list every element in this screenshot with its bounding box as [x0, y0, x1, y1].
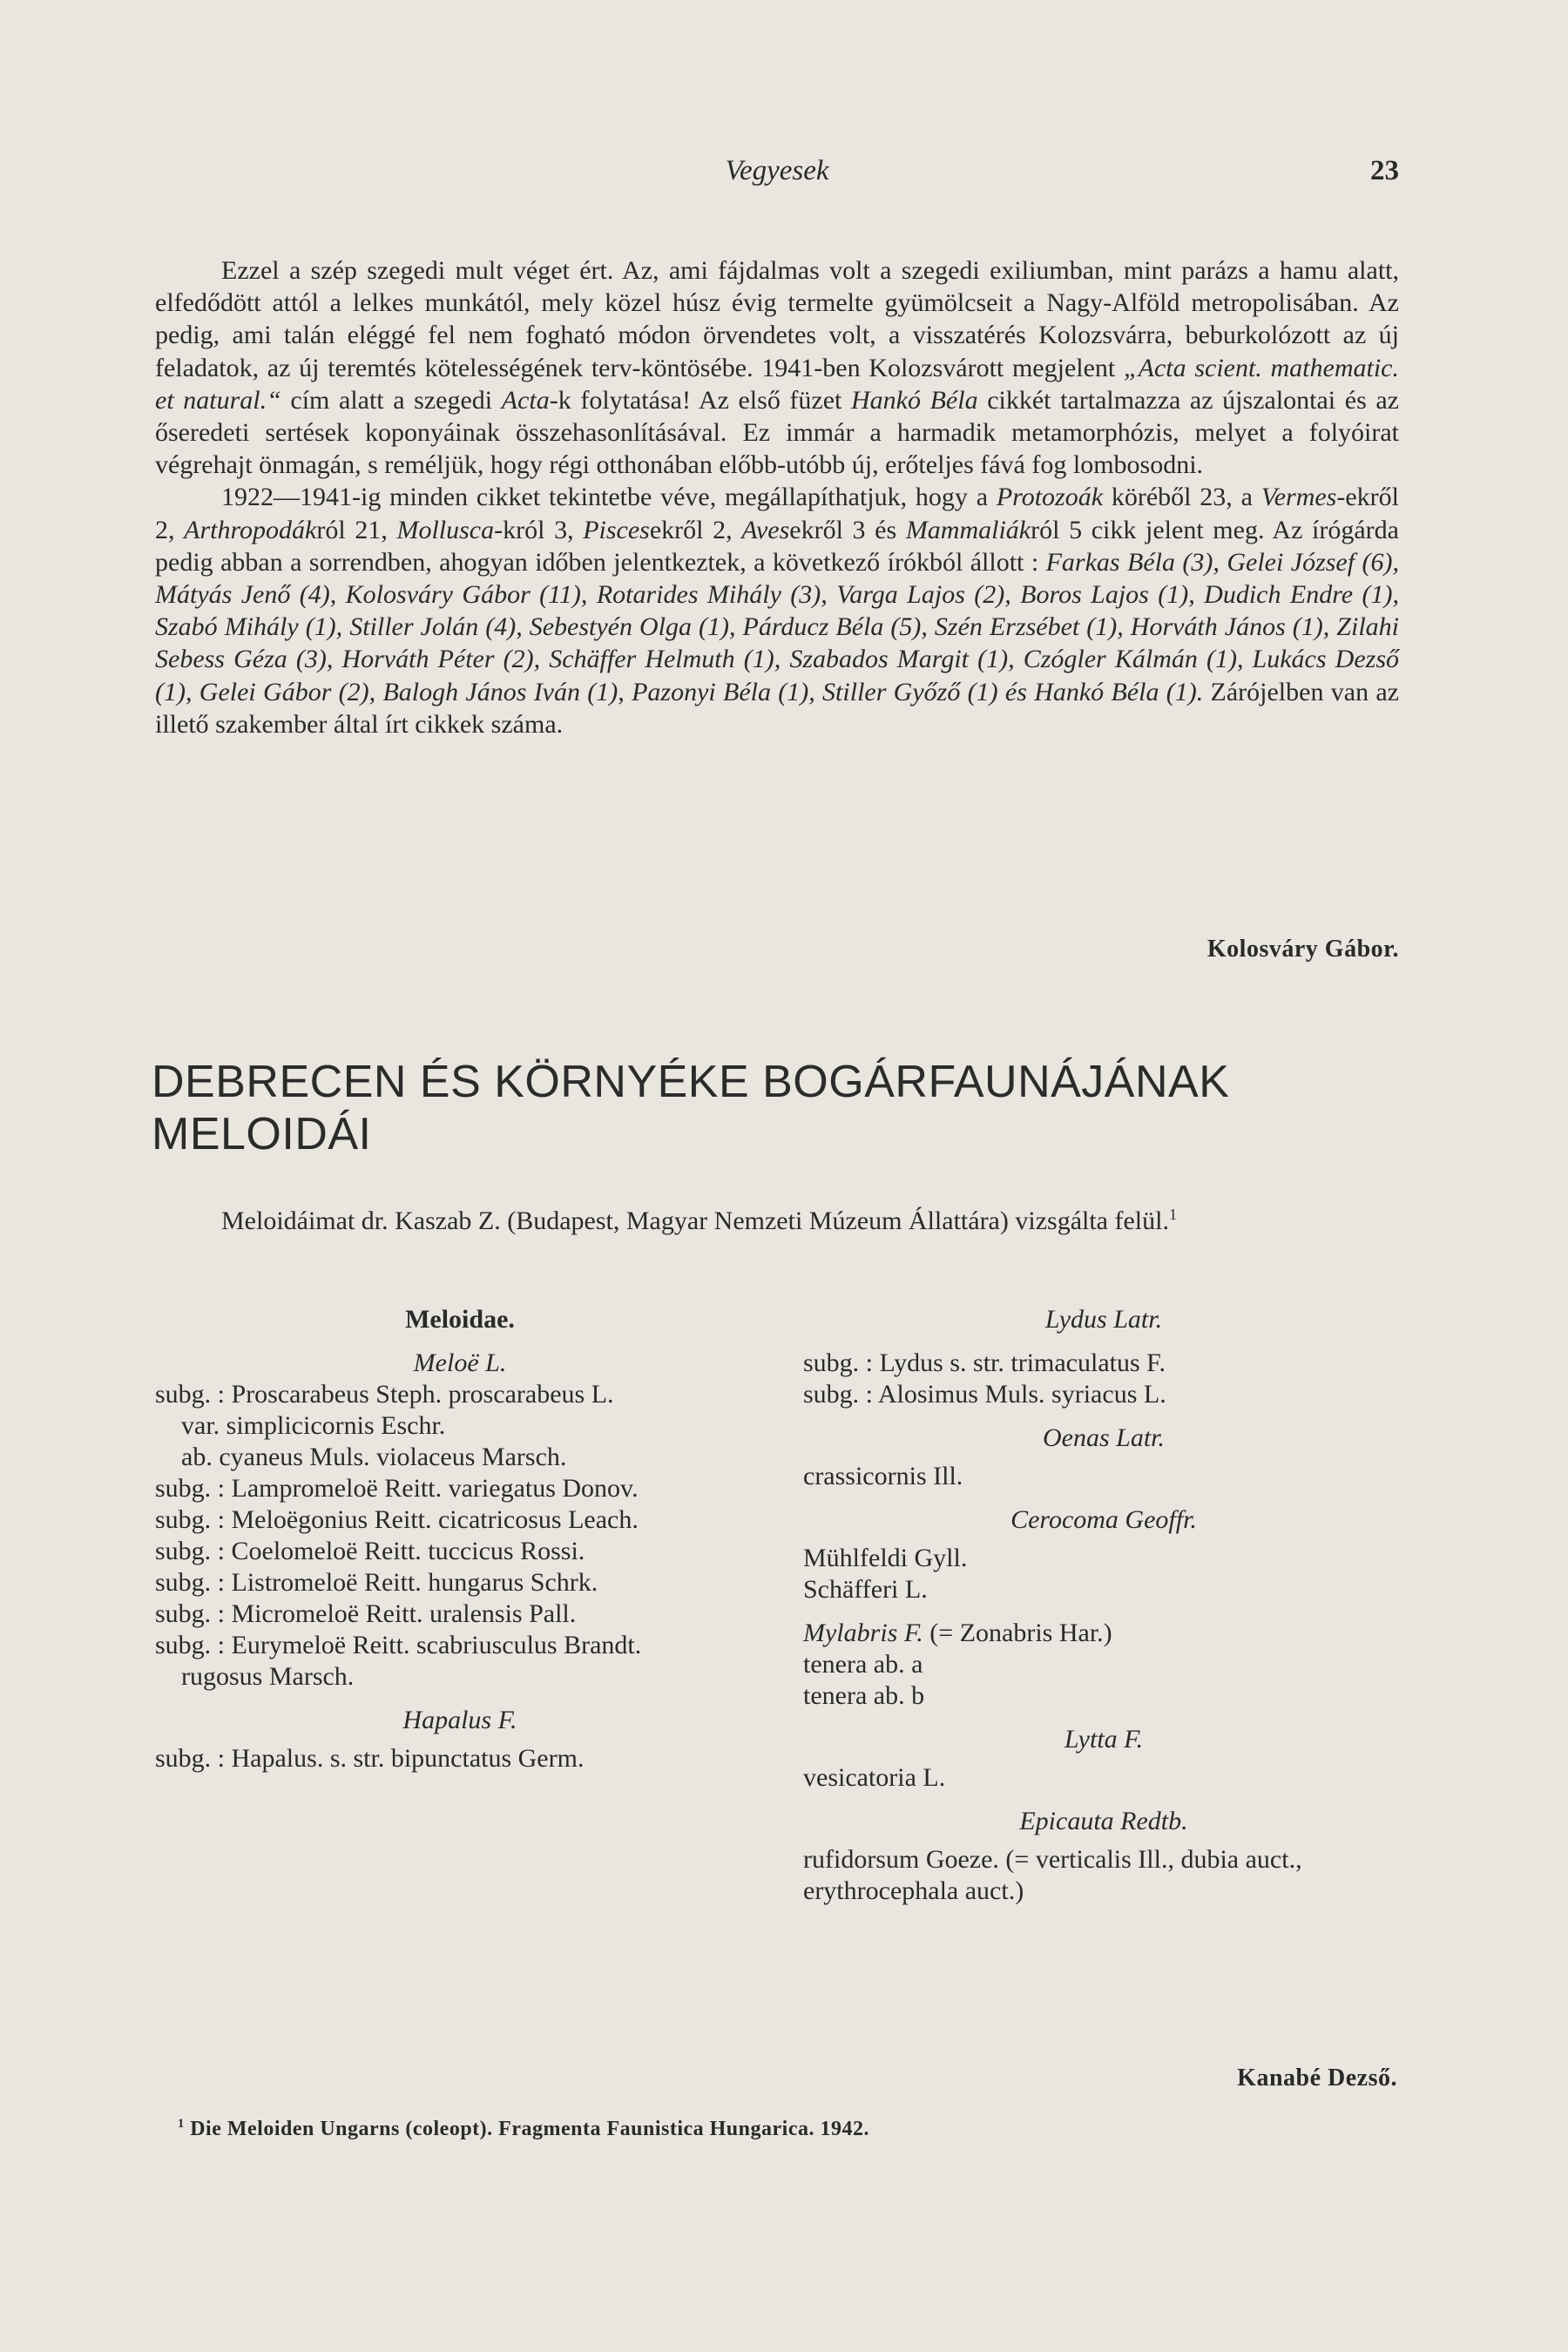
list-item: subg. : Lydus s. str. trimaculatus F. — [803, 1348, 1166, 1377]
author-name: Hankó Béla — [851, 385, 978, 415]
taxon: Mammaliák — [905, 515, 1031, 544]
list-item: subg. : Hapalus. s. str. bipunctatus Germ. — [155, 1744, 585, 1773]
journal-name: Acta — [501, 385, 550, 415]
genus-mylabris: Mylabris F. — [803, 1619, 923, 1647]
taxon: Arthropodák — [184, 515, 317, 544]
list-item: subg. : Micromeloë Reitt. uralensis Pall. — [155, 1599, 577, 1628]
paragraph-1 — [155, 254, 1399, 481]
list-item: subg. : Coelomeloë Reitt. tuccicus Rossi. — [155, 1537, 585, 1565]
species-list-left — [155, 1304, 765, 1774]
genus-cerocoma: Cerocoma Geoffr. — [1010, 1505, 1197, 1534]
intro-text: Meloidáimat dr. Kaszab Z. (Budapest, Magyar Nemzeti Múzeum Állattára) vizsgálta felül. — [221, 1206, 1169, 1235]
article-title: DEBRECEN ÉS KÖRNYÉKE BOGÁRFAUNÁJÁNAK MELOIDÁI — [152, 1057, 1230, 1159]
text-run: ekről 2, — [649, 515, 742, 544]
text-run: -król 3, — [494, 515, 584, 544]
list-item: subg. : Alosimus Muls. syriacus L. — [803, 1380, 1166, 1409]
intro-paragraph — [155, 1205, 1399, 1237]
list-item: subg. : Meloëgonius Reitt. cicatricosus Leach. — [155, 1505, 639, 1534]
list-item: crassicornis Ill. — [803, 1462, 963, 1490]
list-item — [803, 1618, 1404, 1649]
genus-hapalus: Hapalus F. — [402, 1706, 517, 1734]
footnote — [178, 2118, 1406, 2141]
list-item: subg. : Proscarabeus Steph. proscarabeus L. — [155, 1380, 614, 1409]
list-item: Mühlfeldi Gyll. — [803, 1544, 968, 1572]
text-run: -k folytatása! Az első füzet — [549, 385, 851, 415]
text-run: Zárójelben van az illető szakember által írt cikkek száma. — [155, 677, 1399, 739]
text-run: ról 21, — [316, 515, 397, 544]
genus-epicauta: Epicauta Redtb. — [1019, 1807, 1188, 1835]
genus-meloe: Meloë L. — [413, 1348, 507, 1377]
text-run: ról 5 cikk jelent meg. Az írógárda pedig abban a sorrendben, ahogyan időben jelentkeztek, a következő írókból állott : — [155, 515, 1399, 577]
paragraph-2 — [155, 481, 1399, 740]
taxon: Protozoák — [996, 483, 1104, 512]
text-run: cikkét tartalmazza az újszalontai és az őseredeti sertések koponyáinak összehasonlításával. Ez immár a harmadik metamorphózis, melyet a folyóirat végrehajt önmagán, s reméljük, hogy régi otthonában előbb-utóbb új, erőteljes fává fog lombosodni. — [155, 385, 1399, 480]
text-run: köréből 23, a — [1103, 483, 1261, 512]
list-item: Schäfferi L. — [803, 1575, 928, 1604]
journal-title: „Acta scient. mathematic. et natural.“ — [155, 353, 1399, 415]
section1-body — [155, 254, 1399, 740]
taxon: Mollusca — [396, 515, 495, 544]
footnote-text: Die Meloiden Ungarns (coleopt). Fragmenta Faunistica Hungarica. 1942. — [190, 2118, 869, 2140]
list-item: subg. : Eurymeloë Reitt. scabriusculus Brandt. — [155, 1631, 642, 1659]
list-item: rufidorsum Goeze. (= verticalis Ill., dubia auct., erythrocephala auct.) — [803, 1845, 1302, 1905]
list-item: vesicatoria L. — [803, 1763, 946, 1792]
text-run: ekről 3 és — [789, 515, 906, 544]
author-list: Farkas Béla (3), Gelei József (6), Mátyás Jenő (4), Kolosváry Gábor (11), Rotarides Mihály (3), Varga Lajos (2), Boros Lajos (1), Dudich Endre (1), Szabó Mihály (1), Stiller Jolán (4), Sebestyén Olga (1), Párducz Béla (5), Szén Erzsébet (1), Horváth János (1), Zilahi Sebess Géza (3), Horváth Péter (2), Schäffer Helmuth (1), Szabados Margit (1), Czógler Kálmán (1), Lukács Dezső (1), Gelei Gábor (2), Balogh János Iván (1), Pazonyi Béla (1), Stiller Győző (1) és Hankó Béla (1). — [155, 547, 1399, 706]
text-run: Ezzel a szép szegedi mult véget ért. Az, ami fájdalmas volt a szegedi exiliumban, mint parázs a hamu alatt, elfedődött attól a lelkes munkától, mely közel húsz évig termelte gyümölcseit a Nagy-Alföld metropolisában. Az pedig, ami talán eléggé fel nem fogható módon örvendetes volt, a visszatérés Kolozsvárra, beburkolózott az új feladatok, az új teremtés kötelességének terv-köntösébe. 1941-ben Kolozsvárott megjelent — [155, 256, 1399, 382]
genus-lytta: Lytta F. — [1064, 1725, 1144, 1754]
list-item: subg. : Lampromeloë Reitt. variegatus Donov. — [155, 1474, 639, 1503]
genus-lydus: Lydus Latr. — [1044, 1305, 1163, 1334]
signature-kanabe: Kanabé Dezső. — [1237, 2065, 1397, 2092]
list-item: tenera ab. b — [803, 1681, 925, 1710]
footnote-mark: 1 — [178, 2117, 185, 2131]
list-item: var. simplicicornis Eschr. — [181, 1411, 446, 1440]
list-item: rugosus Marsch. — [181, 1662, 355, 1691]
list-item: tenera ab. a — [803, 1650, 923, 1679]
footnote-ref: 1 — [1168, 1206, 1177, 1223]
text-run: cím alatt a szegedi — [280, 385, 502, 415]
synonym-note: (= Zonabris Har.) — [923, 1619, 1112, 1647]
text-run: -ekről 2, — [155, 483, 1399, 544]
taxon: Pisces — [583, 515, 650, 544]
running-head-title: Vegyesek — [725, 155, 829, 186]
page-number: 23 — [1370, 155, 1399, 186]
running-head — [155, 155, 1399, 197]
species-list-right — [803, 1304, 1404, 1907]
taxon: Aves — [741, 515, 790, 544]
genus-oenas: Oenas Latr. — [1042, 1423, 1166, 1452]
signature-kolosvary: Kolosváry Gábor. — [1206, 936, 1399, 963]
list-item: subg. : Listromeloë Reitt. hungarus Schrk. — [155, 1568, 598, 1597]
list-item: ab. cyaneus Muls. violaceus Marsch. — [181, 1443, 567, 1471]
article-intro — [155, 1205, 1399, 1237]
family-heading: Meloidae. — [405, 1305, 515, 1334]
text-run: 1922—1941-ig minden cikket tekintetbe véve, megállapíthatjuk, hogy a — [221, 483, 997, 512]
taxon: Vermes — [1260, 483, 1337, 512]
